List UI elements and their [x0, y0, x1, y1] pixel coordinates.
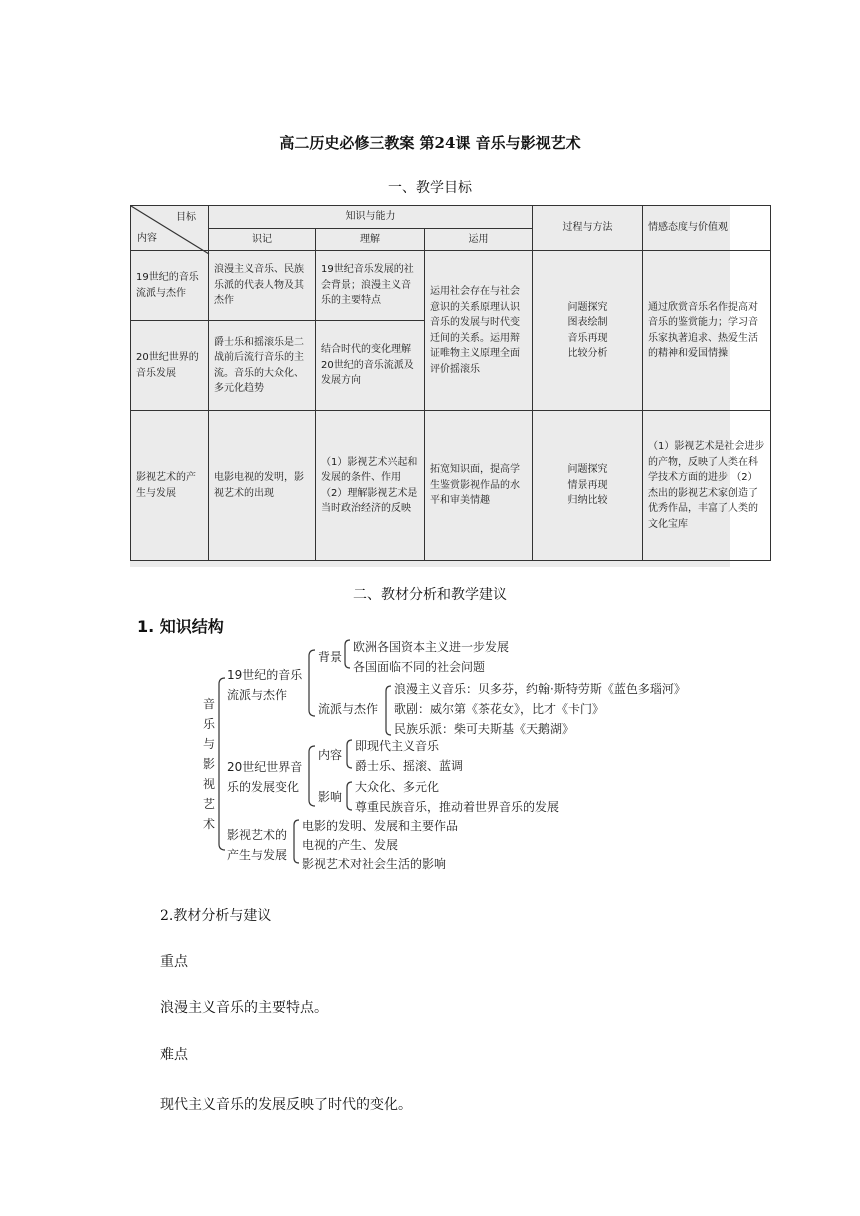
row2-remember: 爵士乐和摇滚乐是二战前后流行音乐的主流。音乐的大众化、多元化趋势	[209, 321, 316, 411]
process-item: 问题探究	[567, 301, 608, 313]
branch3-label-line2: 产生与发展	[227, 848, 288, 862]
row2-content: 20世纪世界的音乐发展	[131, 321, 209, 411]
row3-understand: （1）影视艺术兴起和发展的条件、作用 （2）理解影视艺术是当时政治经济的反映	[316, 411, 425, 561]
b1-background-item: 欧洲各国资本主义进一步发展	[353, 640, 510, 654]
b3-item: 电视的产生、发展	[302, 838, 399, 852]
knowledge-structure-diagram	[195, 636, 755, 876]
process-item: 问题探究	[567, 464, 608, 476]
understand-header: 理解	[316, 228, 425, 251]
b1-background-item: 各国面临不同的社会问题	[353, 660, 486, 674]
knowledge-ability-header: 知识与能力	[209, 206, 533, 229]
key-point-text: 浪漫主义音乐的主要特点。	[160, 1000, 328, 1016]
row12-process	[533, 251, 643, 411]
row3-attitude: （1）影视艺术是社会进步的产物，反映了人类在科学技术方面的进步 （2）杰出的影视艺术家创造了优秀作品，丰富了人类的文化宝库	[643, 411, 771, 561]
b1-works-label: 流派与杰作	[318, 702, 379, 716]
row3-remember: 电影电视的发明，影视艺术的出现	[209, 411, 316, 561]
b2-impact-item: 大众化、多元化	[355, 780, 440, 794]
section-heading-goals: 一、教学目标	[388, 180, 472, 196]
branch2-label-line1: 20世纪世界音	[227, 760, 303, 774]
process-method-header: 过程与方法	[533, 206, 643, 251]
difficult-point-label: 难点	[160, 1047, 188, 1063]
row1-content: 19世纪的音乐流派与杰作	[131, 251, 209, 321]
row12-attitude: 通过欣赏音乐名作提高对音乐的鉴赏能力；学习音乐家执著追求、热爱生活的精神和爱国情操	[643, 251, 771, 411]
b2-content-item: 即现代主义音乐	[355, 739, 440, 753]
root-char: 术	[203, 817, 216, 831]
page-title: 高二历史必修三教案 第24课 音乐与影视艺术	[279, 134, 581, 152]
b2-content-label: 内容	[318, 748, 343, 762]
section-heading-analysis: 二、教材分析和教学建议	[353, 587, 507, 603]
root-char: 与	[203, 737, 216, 751]
difficult-point-text: 现代主义音乐的发展反映了时代的变化。	[160, 1097, 412, 1113]
row12-apply: 运用社会存在与社会意识的关系原理认识音乐的发展与时代变迁间的关系。运用辩证唯物主义原理全面评价摇滚乐	[425, 251, 533, 411]
row3-content: 影视艺术的产生与发展	[131, 411, 209, 561]
root-char: 影	[203, 757, 216, 771]
teaching-goals-table	[130, 205, 765, 567]
branch3-label-line1: 影视艺术的	[227, 828, 288, 842]
branch1-label-line1: 19世纪的音乐	[227, 668, 303, 682]
b2-impact-label: 影响	[318, 790, 343, 804]
branch1-label-line2: 流派与杰作	[227, 688, 288, 702]
corner-top-label: 目标	[176, 212, 196, 223]
apply-header: 运用	[425, 228, 533, 251]
b3-item: 电影的发明、发展和主要作品	[302, 819, 459, 833]
b3-item: 影视艺术对社会生活的影响	[302, 857, 447, 871]
process-item: 音乐再现	[567, 332, 608, 344]
row1-understand: 19世纪音乐发展的社会背景；浪漫主义音乐的主要特点	[316, 251, 425, 321]
corner-bottom-label: 内容	[137, 232, 157, 244]
attitude-header: 情感态度与价值观	[643, 206, 771, 251]
row3-process	[533, 411, 643, 561]
key-point-label: 重点	[160, 954, 188, 970]
row1-remember: 浪漫主义音乐、民族乐派的代表人物及其杰作	[209, 251, 316, 321]
b1-background-label: 背景	[318, 650, 343, 664]
b1-works-item: 歌剧：威尔第《茶花女》，比才《卡门》	[394, 702, 605, 716]
process-item: 图表绘制	[567, 317, 608, 328]
row3-apply: 拓宽知识面，提高学生鉴赏影视作品的水平和审美情趣	[425, 411, 533, 561]
analysis-heading: 2.教材分析与建议	[160, 908, 272, 924]
root-char: 音	[203, 697, 216, 711]
remember-header: 识记	[209, 228, 316, 251]
branch2-label-line2: 乐的发展变化	[227, 780, 300, 794]
root-char: 视	[203, 777, 216, 791]
b2-content-item: 爵士乐、摇滚、蓝调	[355, 759, 464, 773]
process-item: 归纳比较	[567, 495, 608, 507]
corner-header-cell	[131, 206, 209, 251]
b2-impact-item: 尊重民族音乐，推动着世界音乐的发展	[355, 800, 560, 814]
root-label	[203, 694, 219, 834]
b1-works-item: 民族乐派：柴可夫斯基《天鹅湖》	[394, 722, 575, 736]
process-item: 比较分析	[567, 348, 608, 359]
knowledge-structure-heading: 1. 知识结构	[137, 617, 224, 636]
root-char: 艺	[203, 797, 216, 811]
b1-works-item: 浪漫主义音乐：贝多芬，约翰·斯特劳斯《蓝色多瑙河》	[394, 682, 686, 696]
root-char: 乐	[203, 717, 216, 731]
process-item: 情景再现	[567, 479, 608, 491]
row2-understand: 结合时代的变化理解20世纪的音乐流派及发展方向	[316, 321, 425, 411]
